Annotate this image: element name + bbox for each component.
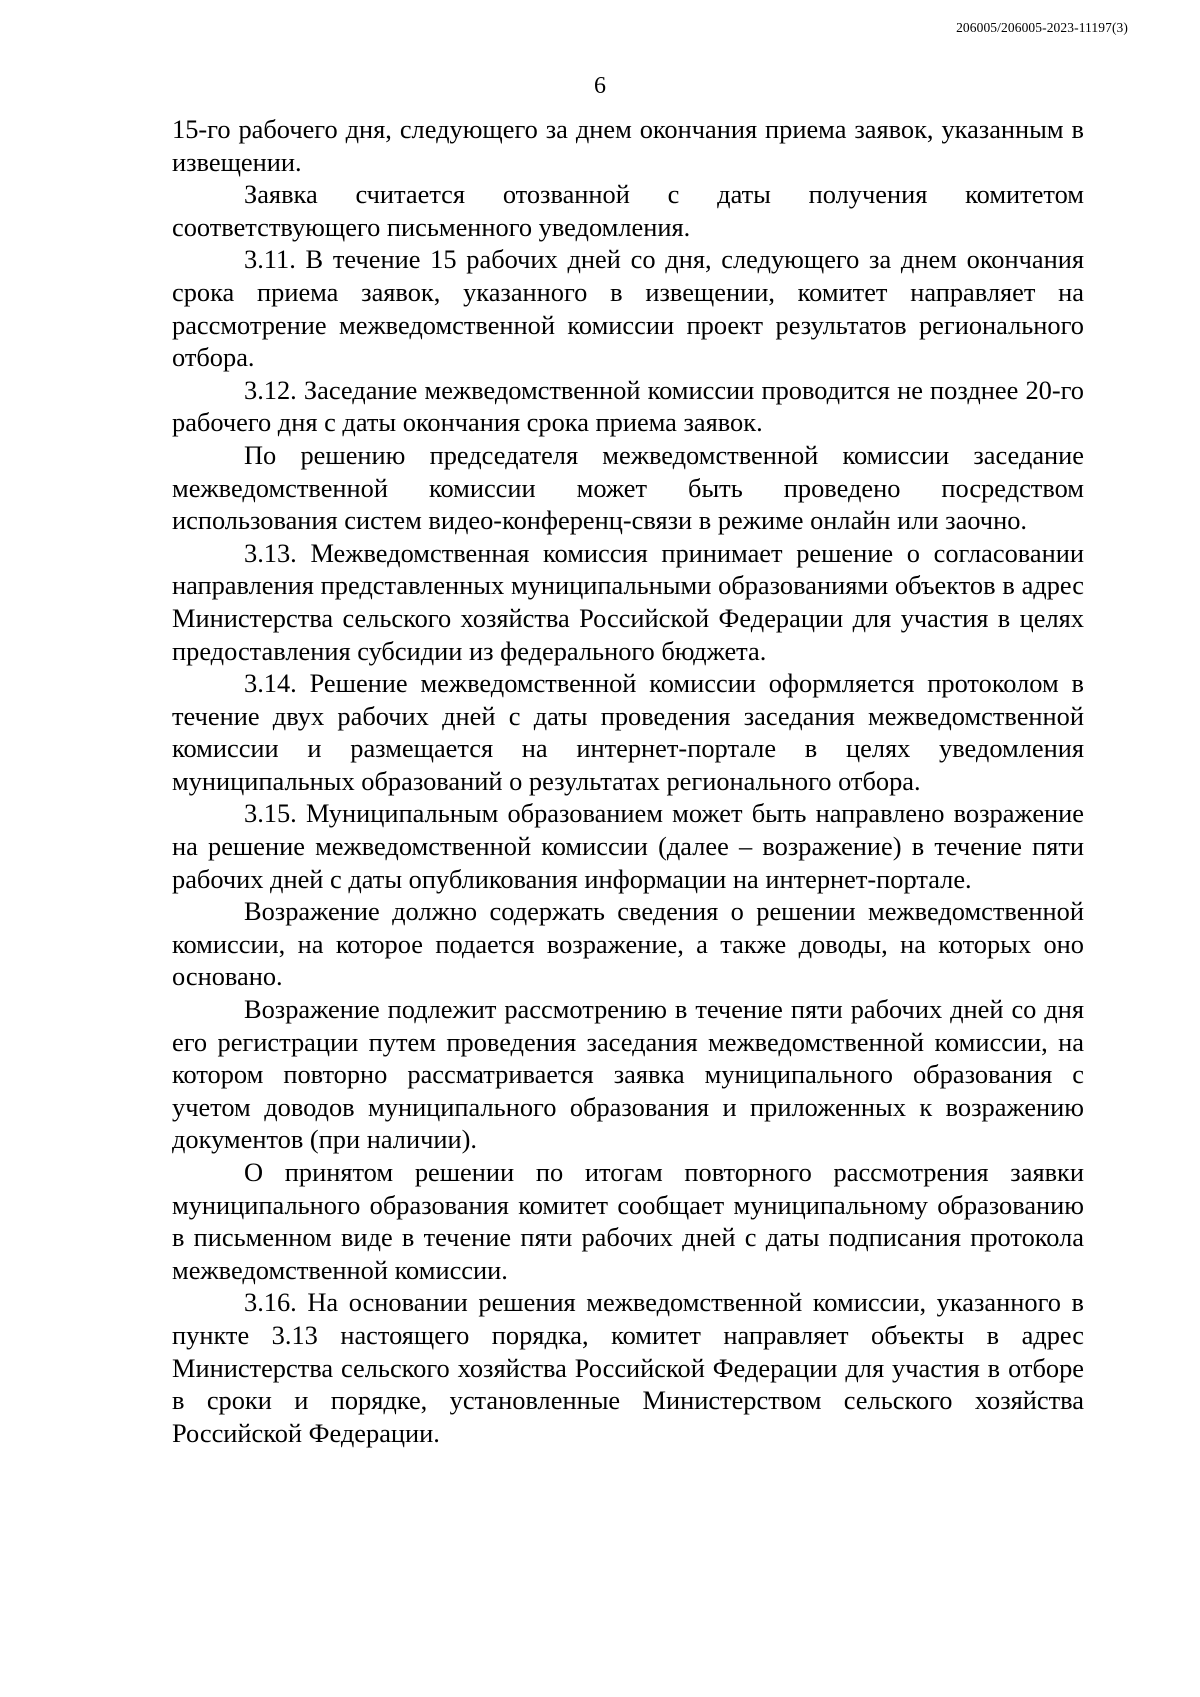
paragraph-3-13: 3.13. Межведомственная комиссия принимает решение о согласовании направления представленных муниципальными образованиями объектов в адрес Министерства сельского хозяйства Российской Федерации для участия в целях предоставления субсидии из федерального бюджета. [172,537,1084,666]
paragraph-videoconference: По решению председателя межведомственной комиссии заседание межведомственной комиссии может быть проведено посредством использования систем видео-конференц-связи в режиме онлайн или заочно. [172,439,1084,536]
document-body [172,113,1084,1449]
paragraph-withdrawal: Заявка считается отозванной с даты получения комитетом соответствующего письменного уведомления. [172,179,1084,242]
paragraph-3-16: 3.16. На основании решения межведомственной комиссии, указанного в пункте 3.13 настоящего порядка, комитет направляет объекты в адрес Министерства сельского хозяйства Российской Федерации для участия в отборе в сроки и порядке, установленные Министерством сельского хозяйства Российской Федерации. [172,1287,1084,1448]
paragraph-continuation: 15-го рабочего дня, следующего за днем окончания приема заявок, указанным в извещении. [172,114,1084,177]
paragraph-objection-review: Возражение подлежит рассмотрению в течение пяти рабочих дней со дня его регистрации путем проведения заседания межведомственной комиссии, на котором повторно рассматривается заявка муниципального образования с учетом доводов муниципального образования и приложенных к возражению документов (при наличии). [172,994,1084,1155]
paragraph-objection-content: Возражение должно содержать сведения о решении межведомственной комиссии, на которое подается возражение, а также доводы, на которых оно основано. [172,896,1084,992]
paragraph-3-14: 3.14. Решение межведомственной комиссии оформляется протоколом в течение двух рабочих дней с даты проведения заседания межведомственной комиссии и размещается на интернет-портале в целях уведомления муниципальных образований о результатах регионального отбора. [172,668,1084,796]
paragraph-3-15: 3.15. Муниципальным образованием может быть направлено возражение на решение межведомственной комиссии (далее – возражение) в течение пяти рабочих дней с даты опубликования информации на интернет-портале. [172,798,1084,894]
paragraph-decision-notice: О принятом решении по итогам повторного рассмотрения заявки муниципального образования комитет сообщает муниципальному образованию в письменном виде в течение пяти рабочих дней с даты подписания протокола межведомственной комиссии. [172,1157,1084,1285]
paragraph-3-12: 3.12. Заседание межведомственной комиссии проводится не позднее 20-го рабочего дня с даты окончания срока приема заявок. [172,374,1084,438]
page-number: 6 [594,73,606,99]
document-registration-number: 206005/206005-2023-11197(3) [956,20,1128,35]
paragraph-3-11: 3.11. В течение 15 рабочих дней со дня, следующего за днем окончания срока приема заявок, указанного в извещении, комитет направляет на рассмотрение межведомственной комиссии проект результатов регионального отбора. [172,244,1084,373]
